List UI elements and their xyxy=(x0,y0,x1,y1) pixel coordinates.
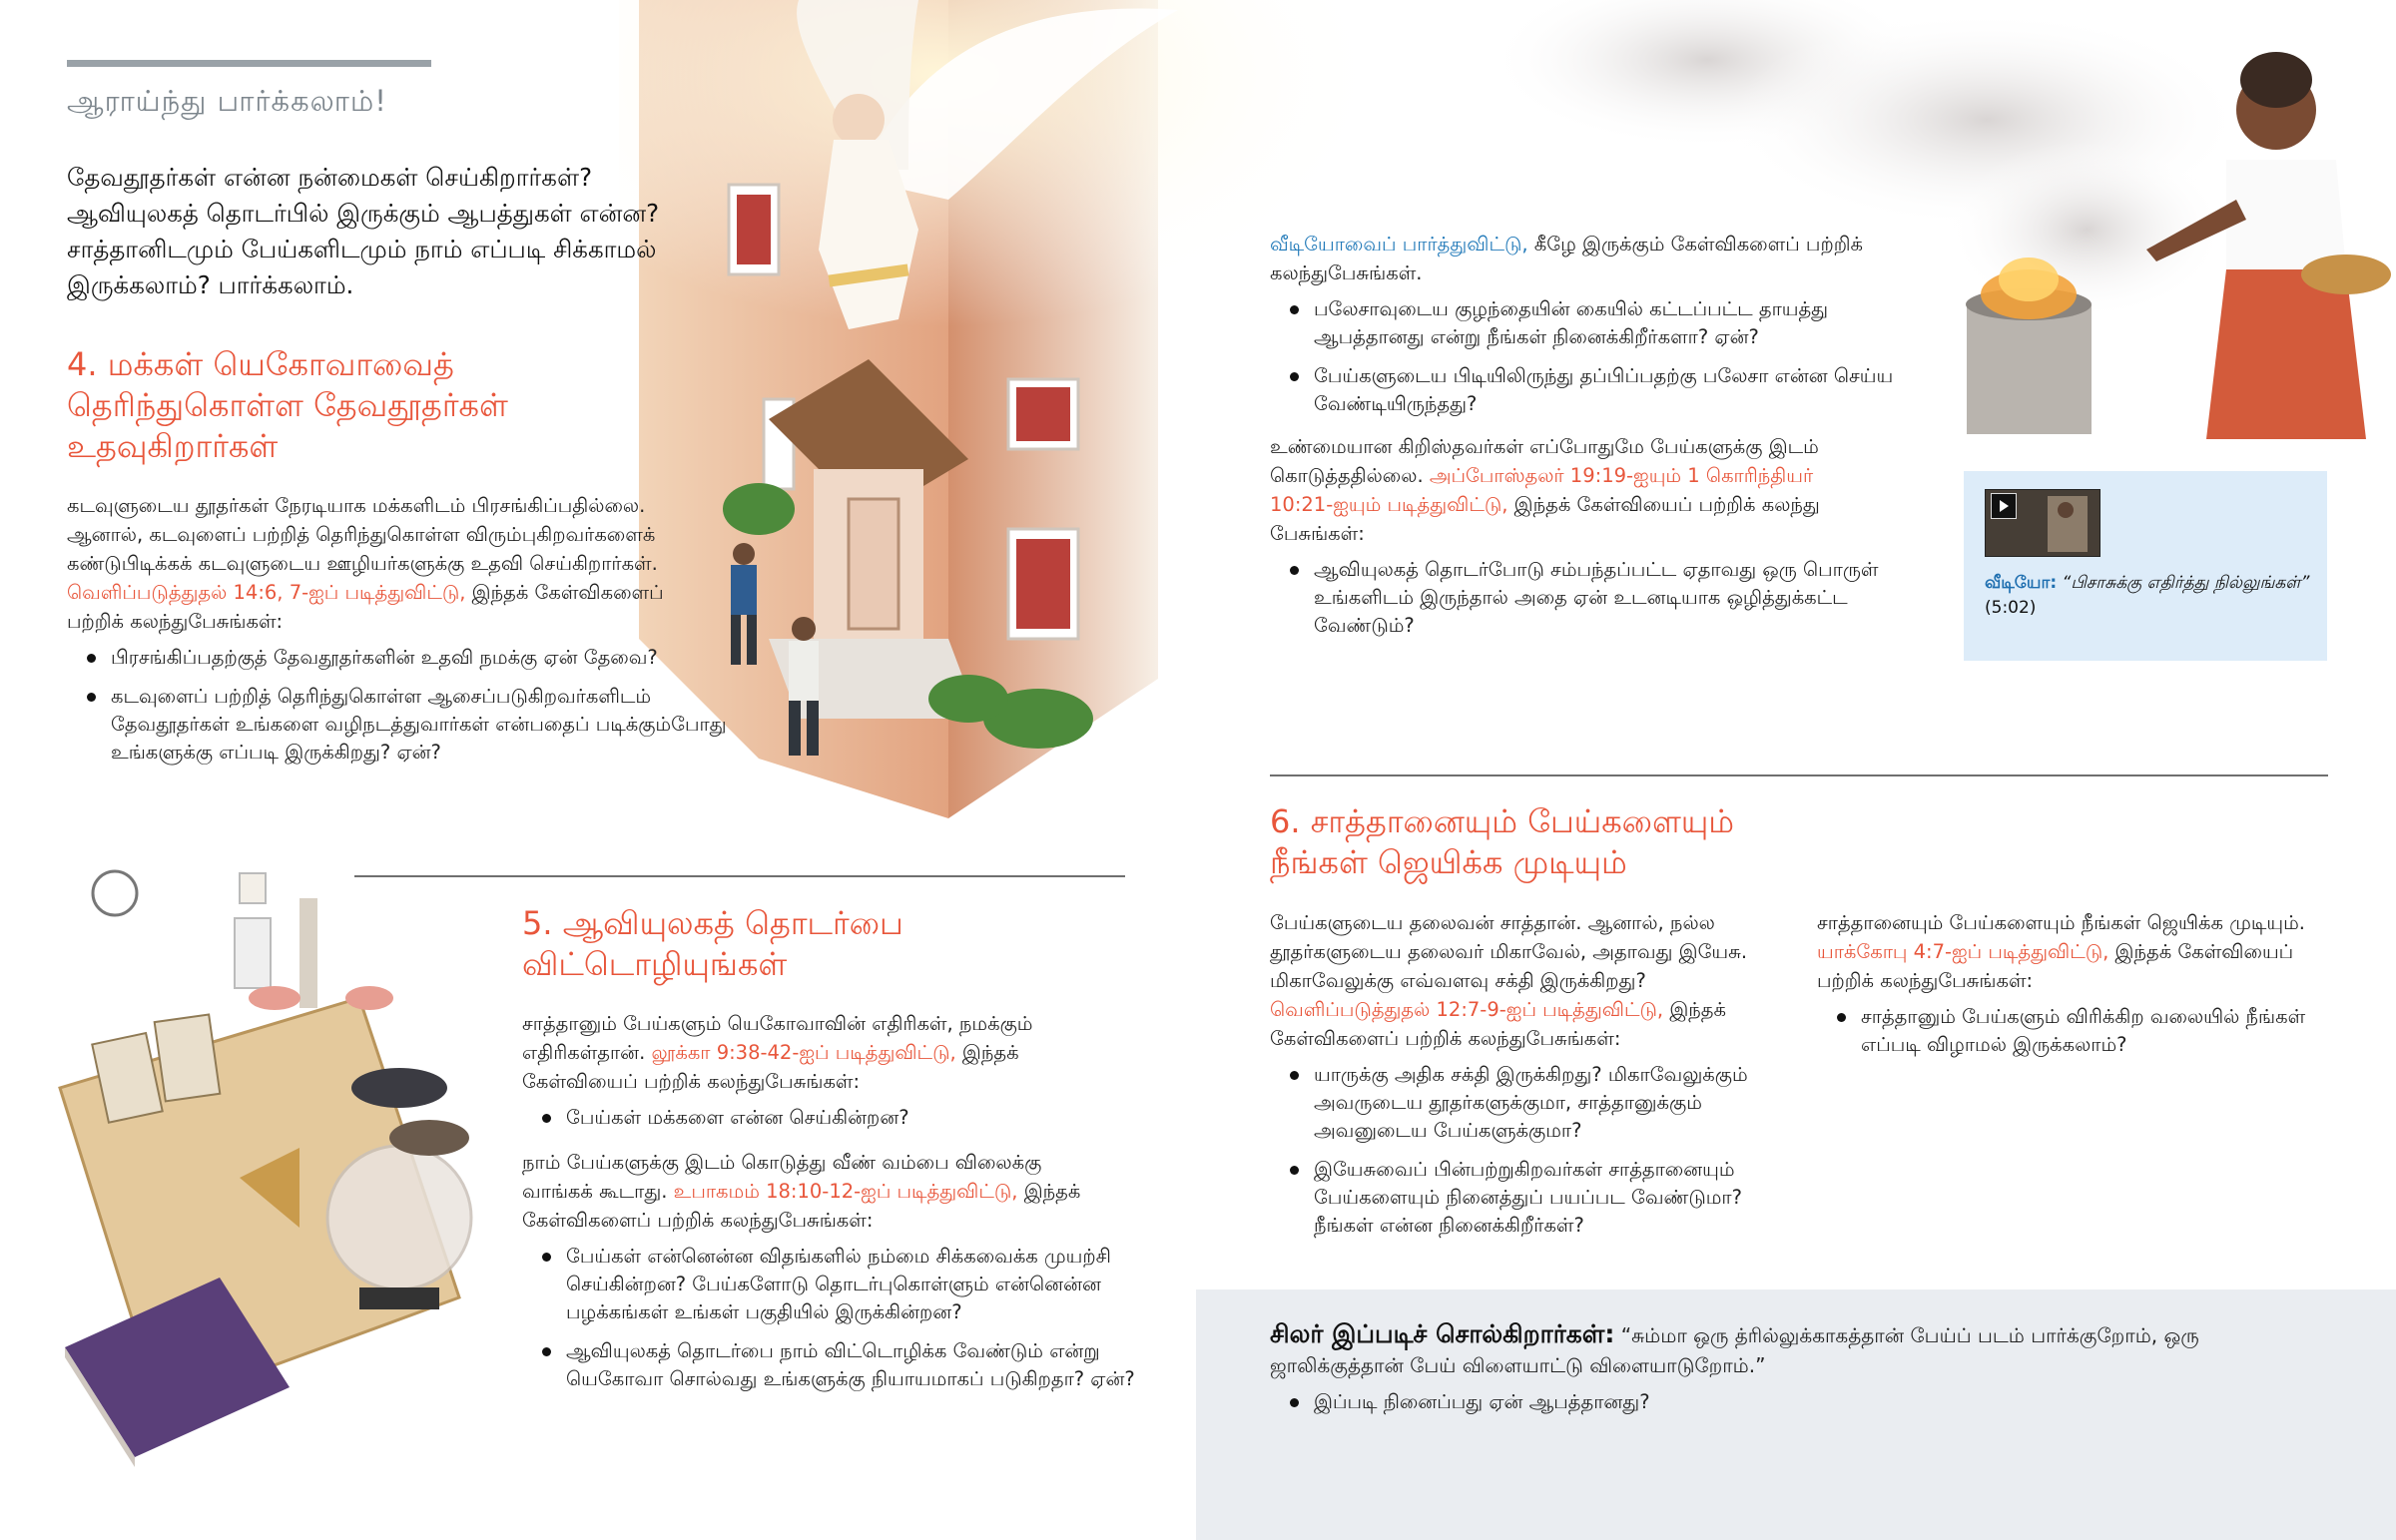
list-item: பேய்களுடைய பிடியிலிருந்து தப்பிப்பதற்கு பலேசா என்ன செய்ய வேண்டியிருந்தது? xyxy=(1314,362,1913,418)
watch-video-link[interactable]: வீடியோவைப் பார்த்துவிட்டு, xyxy=(1270,233,1528,256)
some-say-quote-text: “சும்மா ஒரு த்ரில்லுக்காகத்தான் பேய்ப் படம் பார்க்குறோம், ஒரு ஜாலிக்குத்தான் பேய் விளையாட்டு விளையாடுறோம்.” xyxy=(1270,1323,2199,1377)
list-item: பேய்கள் மக்களை என்ன செய்கின்றன? xyxy=(566,1104,1121,1132)
video-paragraph-text: உண்மையான கிறிஸ்தவர்கள் எப்போதுமே பேய்களுக்கு இடம் கொடுத்ததில்லை. xyxy=(1270,435,1819,487)
video-paragraph xyxy=(1270,432,1879,548)
list-item: யாருக்கு அதிக சக்தி இருக்கிறது? மிகாவேலுக்கும் அவருடைய தூதர்களுக்குமா, சாத்தானுக்கும் அவனுடைய பேய்களுக்குமா? xyxy=(1314,1061,1789,1145)
section-4-tail: இந்தக் கேள்விகளைப் பற்றிக் கலந்துபேசுங்கள்: xyxy=(67,581,664,633)
video-caption[interactable] xyxy=(1985,571,2314,621)
list-item: இயேசுவைப் பின்பற்றுகிறவர்கள் சாத்தானையும் பேய்களையும் நினைத்துப் பயப்பட வேண்டுமா? நீங்கள் என்ன நினைக்கிறீர்கள்? xyxy=(1314,1156,1789,1240)
section-5-questions-1 xyxy=(522,1104,1121,1132)
section-6-paragraph-2 xyxy=(1817,908,2336,995)
section-4-text: கடவுளுடைய தூதர்கள் நேரடியாக மக்களிடம் பிரசங்கிப்பதில்லை. ஆனால், கடவுளைப் பற்றித் தெரிந்துகொள்ள விரும்புகிறவர்களைக் கண்டுபிடிக்கக் கடவுளுடைய ஊழியர்களுக்கு உதவி செய்கிறார்கள். xyxy=(67,494,658,575)
section-5-tail-2: இந்தக் கேள்விகளைப் பற்றிக் கலந்துபேசுங்கள்: xyxy=(522,1180,1081,1232)
scripture-link-revelation-12[interactable]: வெளிப்படுத்துதல் 12:7-9-ஐப் படித்துவிட்டு, xyxy=(1270,998,1664,1021)
section-4-paragraph xyxy=(67,491,701,636)
some-say-content xyxy=(1270,1319,2268,1427)
scripture-link-acts-19[interactable]: அப்போஸ்தலர் 19:19-ஐயும் 1 கொரிந்தியர் 10:21-ஐயும் படித்துவிட்டு, xyxy=(1270,464,1814,516)
section-5-rule xyxy=(354,875,1125,877)
section-5-paragraph-2 xyxy=(522,1148,1101,1235)
scripture-link-james-4[interactable]: யாக்கோபு 4:7-ஐப் படித்துவிட்டு, xyxy=(1817,940,2109,963)
some-say-questions xyxy=(1270,1388,2268,1416)
section-5-questions-2 xyxy=(522,1243,1145,1393)
section-6-text-1: பேய்களுடைய தலைவன் சாத்தான். ஆனால், நல்ல தூதர்களுடைய தலைவர் மிகாவேல், அதாவது இயேசு. மிகாவேலுக்கு எவ்வளவு சக்தி இருக்கிறது? xyxy=(1270,911,1748,992)
section-6-tail-2: இந்தக் கேள்வியைப் பற்றிக் கலந்துபேசுங்கள்: xyxy=(1817,940,2294,992)
some-say-quote xyxy=(1270,1319,2268,1380)
scripture-link-revelation-14[interactable]: வெளிப்படுத்துதல் 14:6, 7-ஐப் படித்துவிட்டு, xyxy=(67,581,466,604)
video-intro xyxy=(1270,230,1889,287)
section-4 xyxy=(67,344,727,777)
video-title: “பிசாசுக்கு எதிர்த்து நில்லுங்கள்” xyxy=(2062,573,2310,593)
some-say-label: சிலர் இப்படிச் சொல்கிறார்கள்: xyxy=(1270,1319,1615,1348)
section-5-text-2: நாம் பேய்களுக்கு இடம் கொடுத்து வீண் வம்பை விலைக்கு வாங்கக் கூடாது. xyxy=(522,1151,1042,1203)
section-6-questions-2 xyxy=(1817,1003,2336,1059)
section-5-paragraph-1 xyxy=(522,1009,1101,1096)
list-item: பேய்கள் என்னென்ன விதங்களில் நம்மை சிக்கவைக்க முயற்சி செய்கின்றன? பேய்களோடு தொடர்புகொள்ளும் என்னென்ன பழக்கங்கள் உங்கள் பகுதியில் இருக்கின்றன? xyxy=(566,1243,1145,1326)
list-item: கடவுளைப் பற்றித் தெரிந்துகொள்ள ஆசைப்படுகிறவர்களிடம் தேவதூதர்கள் உங்களை வழிநடத்துவார்கள் என்பதைப் படிக்கும்போது உங்களுக்கு எப்படி இருக்கிறது? ஏன்? xyxy=(111,683,730,767)
section-5-tail-1: இந்தக் கேள்வியைப் பற்றிக் கலந்துபேசுங்கள்: xyxy=(522,1041,1019,1093)
section-6-col-1 xyxy=(1270,908,1789,1251)
video-questions-2 xyxy=(1270,556,1913,640)
list-item: இப்படி நினைப்பது ஏன் ஆபத்தானது? xyxy=(1314,1388,2268,1416)
scripture-link-deuteronomy-18[interactable]: உபாகமம் 18:10-12-ஐப் படித்துவிட்டு, xyxy=(673,1180,1018,1203)
play-icon[interactable] xyxy=(1991,493,2017,519)
video-intro-tail: கீழே இருக்கும் கேள்விகளைப் பற்றிக் கலந்துபேசுங்கள். xyxy=(1270,233,1863,284)
video-duration: (5:02) xyxy=(1985,598,2037,618)
section-kicker: ஆராய்ந்து பார்க்கலாம்! xyxy=(67,84,387,118)
section-6-rule xyxy=(1270,774,2328,776)
list-item: சாத்தானும் பேய்களும் விரிக்கிற வலையில் நீங்கள் எப்படி விழாமல் இருக்கலாம்? xyxy=(1861,1003,2336,1059)
list-item: பிரசங்கிப்பதற்குத் தேவதூதர்களின் உதவி நமக்கு ஏன் தேவை? xyxy=(111,644,730,672)
section-5-text-1: சாத்தானும் பேய்களும் யெகோவாவின் எதிரிகள், நமக்கும் எதிரிகள்தான். xyxy=(522,1012,1033,1064)
section-4-heading: 4. மக்கள் யெகோவாவைத் தெரிந்துகொள்ள தேவதூதர்கள் உதவுகிறார்கள் xyxy=(67,345,508,465)
section-6 xyxy=(1270,801,2348,883)
section-6-paragraph-1 xyxy=(1270,908,1789,1053)
section-6-questions-1 xyxy=(1270,1061,1789,1240)
section-5 xyxy=(522,903,1135,1404)
scripture-link-luke-9[interactable]: லூக்கா 9:38-42-ஐப் படித்துவிட்டு, xyxy=(651,1041,956,1064)
section-4-questions xyxy=(67,644,730,767)
video-questions xyxy=(1270,295,1913,418)
section-6-heading: 6. சாத்தானையும் பேய்களையும் நீங்கள் ஜெயிக்க முடியும் xyxy=(1270,802,1734,881)
video-discussion xyxy=(1270,230,1894,651)
section-5-heading: 5. ஆவியுலகத் தொடர்பை விட்டொழியுங்கள் xyxy=(522,904,903,983)
section-top-rule xyxy=(67,60,431,67)
section-6-tail-1: இந்தக் கேள்விகளைப் பற்றிக் கலந்துபேசுங்கள்: xyxy=(1270,998,1726,1050)
intro-paragraph: தேவதூதர்கள் என்ன நன்மைகள் செய்கிறார்கள்? ஆவியுலகத் தொடர்பில் இருக்கும் ஆபத்துகள் என்ன? சாத்தானிடமும் பேய்களிடமும் நாம் எப்படி சிக்காமல் இருக்கலாம்? பார்க்கலாம். xyxy=(67,163,660,299)
section-6-text-2: சாத்தானையும் பேய்களையும் நீங்கள் ஜெயிக்க முடியும். xyxy=(1817,911,2305,934)
section-6-col-2 xyxy=(1817,908,2336,1070)
list-item: ஆவியுலகத் தொடர்பை நாம் விட்டொழிக்க வேண்டும் என்று யெகோவா சொல்வது உங்களுக்கு நியாயமாகப் படுகிறதா? ஏன்? xyxy=(566,1337,1145,1393)
video-label: வீடியோ: xyxy=(1985,573,2058,593)
list-item: பலேசாவுடைய குழந்தையின் கையில் கட்டப்பட்ட தாயத்து ஆபத்தானது என்று நீங்கள் நினைக்கிறீர்களா? ஏன்? xyxy=(1314,295,1913,351)
angel-building-illustration xyxy=(619,0,1378,818)
list-item: ஆவியுலகத் தொடர்போடு சம்பந்தப்பட்ட ஏதாவது ஒரு பொருள் உங்களிடம் இருந்தால் அதை ஏன் உடனடியாக ஒழித்துக்கட்ட வேண்டும்? xyxy=(1314,556,1913,640)
occult-items-illustration xyxy=(40,848,509,1467)
video-paragraph-tail: இந்தக் கேள்வியைப் பற்றிக் கலந்து பேசுங்கள்: xyxy=(1270,493,1820,545)
